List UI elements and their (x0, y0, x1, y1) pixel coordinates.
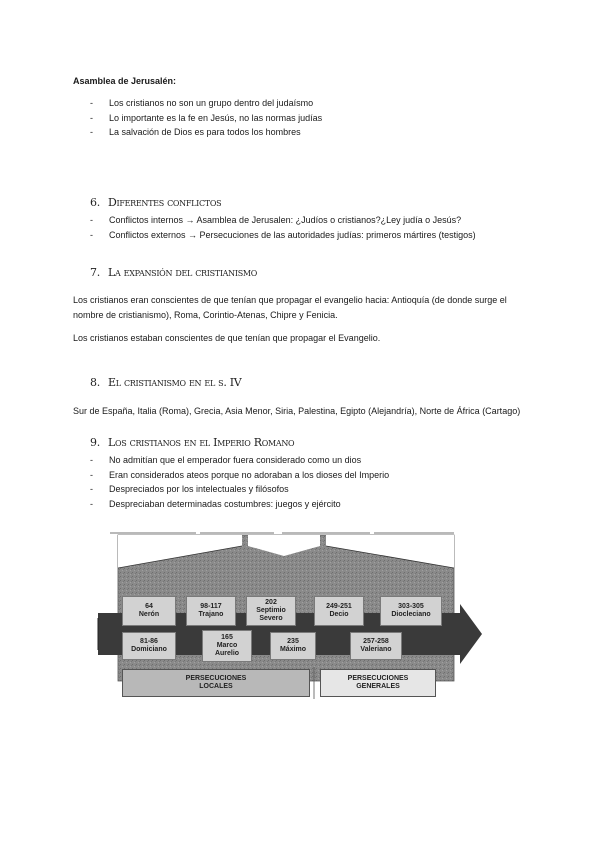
bullet-dash: - (90, 215, 93, 225)
event-year: 81-86 (140, 638, 158, 645)
timeline-event-bottom (122, 632, 176, 660)
list-item-text: Lo importante es la fe en Jesús, no las normas judías (109, 113, 323, 123)
event-emperor: Nerón (138, 611, 160, 618)
event-emperor-line2: Severo (259, 615, 283, 622)
section-number: 8. (90, 376, 100, 389)
timeline-event-top (122, 596, 176, 626)
section-title: La expansión del cristianismo (108, 266, 258, 279)
event-emperor: Diocleciano (391, 611, 431, 618)
bullet-dash: - (90, 230, 93, 240)
event-emperor: Decio (329, 611, 349, 618)
section-number: 6. (90, 196, 100, 209)
timeline-event-bottom (270, 632, 316, 660)
section-number: 9. (90, 436, 100, 449)
bullet-dash: - (90, 470, 93, 480)
timeline-event-top (186, 596, 236, 626)
event-emperor: Valeriano (360, 646, 392, 653)
event-emperor: Máximo (279, 646, 307, 653)
label-line-2: GENERALES (356, 683, 400, 690)
list-item-text: Los cristianos no son un grupo dentro del judaísmo (109, 98, 314, 108)
bullet-dash: - (90, 499, 93, 509)
event-year: 303-305 (398, 603, 424, 610)
local-persecutions-label (122, 669, 310, 697)
event-year: 202 (265, 599, 277, 606)
paragraph: Los cristianos eran conscientes de que tenían que propagar el evangelio hacia: Antioquía (de donde surge el nombre de cristianismo), Roma, Corintio-Atenas, Chipre y Fenicia. (73, 295, 507, 320)
event-year: 64 (145, 603, 153, 610)
event-year: 257-258 (363, 638, 389, 645)
general-persecutions-label (320, 669, 436, 697)
timeline-event-top (314, 596, 364, 626)
timeline-event-top (380, 596, 442, 626)
bullet-dash: - (90, 484, 93, 494)
bullet-dash: - (90, 127, 93, 137)
asamblea-title: Asamblea de Jerusalén: (73, 76, 177, 86)
event-emperor: Marco (216, 642, 238, 649)
paragraph: Los cristianos estaban conscientes de que tenían que propagar el Evangelio. (73, 333, 381, 343)
event-year: 165 (221, 634, 233, 641)
list-item-text: Despreciaban determinadas costumbres: juegos y ejército (109, 499, 341, 509)
event-year: 235 (287, 638, 299, 645)
event-year: 249-251 (326, 603, 352, 610)
bullet-dash: - (90, 98, 93, 108)
label-line-1: PERSECUCIONES (347, 675, 409, 682)
list-item-text: Conflictos internos → Asamblea de Jerusalen: ¿Judíos o cristianos?¿Ley judía o Jesús? (109, 215, 462, 225)
timeline-event-bottom (202, 630, 252, 662)
list-item-text: Conflictos externos → Persecuciones de las autoridades judías: primeros mártires (testigos) (109, 230, 476, 240)
list-item-text: Eran considerados ateos porque no adoraban a los dioses del Imperio (109, 470, 390, 480)
bullet-dash: - (90, 455, 93, 465)
paragraph: Sur de España, Italia (Roma), Grecia, Asia Menor, Siria, Palestina, Egipto (Alejandría), Norte de África (Cartago) (73, 406, 521, 416)
section-title: Diferentes conflictos (108, 196, 222, 209)
section-title: El cristianismo en el s. IV (108, 376, 242, 389)
event-year: 98-117 (200, 603, 222, 610)
event-emperor: Trajano (198, 611, 224, 618)
bullet-dash: - (90, 113, 93, 123)
section-title: Los cristianos en el Imperio Romano (108, 436, 295, 449)
event-emperor: Domiciano (131, 646, 167, 653)
list-item-text: No admitían que el emperador fuera considerado como un dios (109, 455, 362, 465)
event-emperor-line2: Aurelio (214, 650, 240, 657)
event-emperor: Septimio (256, 607, 286, 614)
timeline-event-bottom (350, 632, 402, 660)
persecutions-timeline-figure (88, 516, 482, 706)
label-line-1: PERSECUCIONES (185, 675, 247, 682)
timeline-event-top (246, 596, 296, 626)
section-number: 7. (90, 266, 100, 279)
label-line-2: LOCALES (199, 683, 233, 690)
list-item-text: La salvación de Dios es para todos los hombres (109, 127, 301, 137)
list-item-text: Despreciados por los intelectuales y filósofos (109, 484, 289, 494)
